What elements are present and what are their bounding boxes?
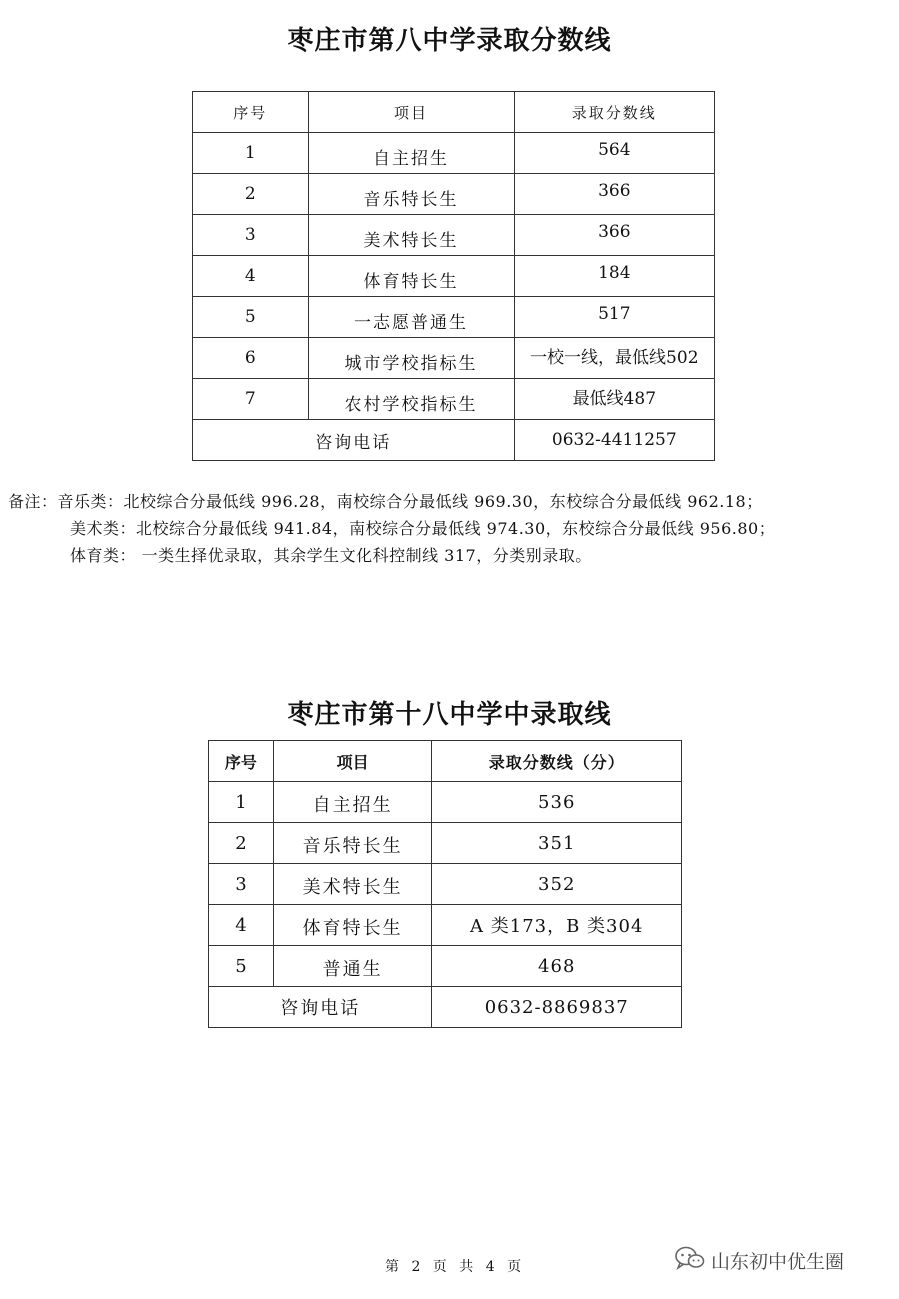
row-item: 体育特长生 [363, 271, 459, 292]
table-header-row [209, 741, 682, 782]
row-item: 普通生 [322, 959, 383, 980]
table-row [193, 256, 715, 297]
row-no: 2 [209, 823, 274, 864]
table-row [193, 379, 715, 420]
table1-title: 枣庄市第八中学录取分数线 [287, 26, 612, 56]
row-no: 6 [193, 338, 309, 379]
contact-row [193, 420, 715, 461]
admission-table-8th-school [192, 91, 715, 461]
row-score: 536 [432, 782, 682, 823]
table-row [209, 905, 682, 946]
row-score: 366 [598, 222, 631, 242]
account-watermark [675, 1246, 844, 1275]
row-no: 5 [193, 297, 309, 338]
watermark-text: 山东初中优生圈 [711, 1251, 845, 1273]
row-score: 517 [598, 304, 631, 324]
row-no: 1 [209, 782, 274, 823]
note-line-sports: 体育类： 一类生择优录取，其余学生文化科控制线 317，分类别录取。 [70, 546, 592, 565]
row-no: 3 [193, 215, 309, 256]
header-no: 序号 [193, 92, 309, 133]
page-number: 第 2 页 共 4 页 [385, 1259, 526, 1275]
contact-phone: 0632-8869837 [432, 987, 682, 1028]
header-item: 项目 [308, 92, 514, 133]
row-item: 音乐特长生 [302, 836, 403, 857]
row-score: 366 [598, 181, 631, 201]
row-item: 农村学校指标生 [344, 394, 478, 415]
table-row [193, 174, 715, 215]
row-item: 体育特长生 [302, 918, 403, 939]
note-line-art: 美术类：北校综合分最低线 941.84，南校综合分最低线 974.30，东校综合分最低线 956.80； [70, 519, 776, 538]
row-no: 2 [193, 174, 309, 215]
header-score: 录取分数线 [514, 92, 714, 133]
row-item: 自主招生 [373, 148, 450, 169]
table-row [193, 133, 715, 174]
contact-row [209, 987, 682, 1028]
table-row [209, 782, 682, 823]
table-row [193, 297, 715, 338]
row-score: 351 [432, 823, 682, 864]
note-line-music: 备注：音乐类：北校综合分最低线 996.28，南校综合分最低线 969.30，东校综合分最低线 962.18； [8, 492, 763, 511]
table2-title: 枣庄市第十八中学中录取线 [287, 700, 612, 730]
contact-label: 咨询电话 [193, 420, 515, 461]
row-item: 美术特长生 [302, 877, 403, 898]
table-header-row [193, 92, 715, 133]
row-item: 音乐特长生 [363, 189, 459, 210]
row-no: 3 [209, 864, 274, 905]
row-item: 一志愿普通生 [354, 312, 469, 333]
table-row [209, 946, 682, 987]
table-row [193, 215, 715, 256]
wechat-icon [675, 1246, 705, 1275]
header-item: 项目 [273, 741, 432, 782]
admission-table-18th-school [208, 740, 682, 1028]
contact-phone: 0632-4411257 [514, 420, 714, 461]
row-score: 一校一线，最低线502 [530, 347, 699, 368]
row-item: 美术特长生 [363, 230, 459, 251]
row-score: 最低线487 [572, 388, 657, 409]
header-score: 录取分数线（分） [432, 741, 682, 782]
row-no: 4 [209, 905, 274, 946]
table-row [209, 864, 682, 905]
table-row [209, 823, 682, 864]
row-item: 城市学校指标生 [344, 353, 478, 374]
row-no: 4 [193, 256, 309, 297]
row-score: 564 [598, 140, 631, 160]
table-row [193, 338, 715, 379]
row-no: 1 [193, 133, 309, 174]
row-score: 184 [598, 263, 631, 283]
header-no: 序号 [209, 741, 274, 782]
notes-block [8, 488, 888, 569]
row-item: 自主招生 [312, 795, 393, 816]
row-score: 352 [432, 864, 682, 905]
contact-label: 咨询电话 [209, 987, 432, 1028]
row-score: 468 [432, 946, 682, 987]
row-score: A 类173，B 类304 [432, 905, 682, 946]
row-no: 7 [193, 379, 309, 420]
row-no: 5 [209, 946, 274, 987]
